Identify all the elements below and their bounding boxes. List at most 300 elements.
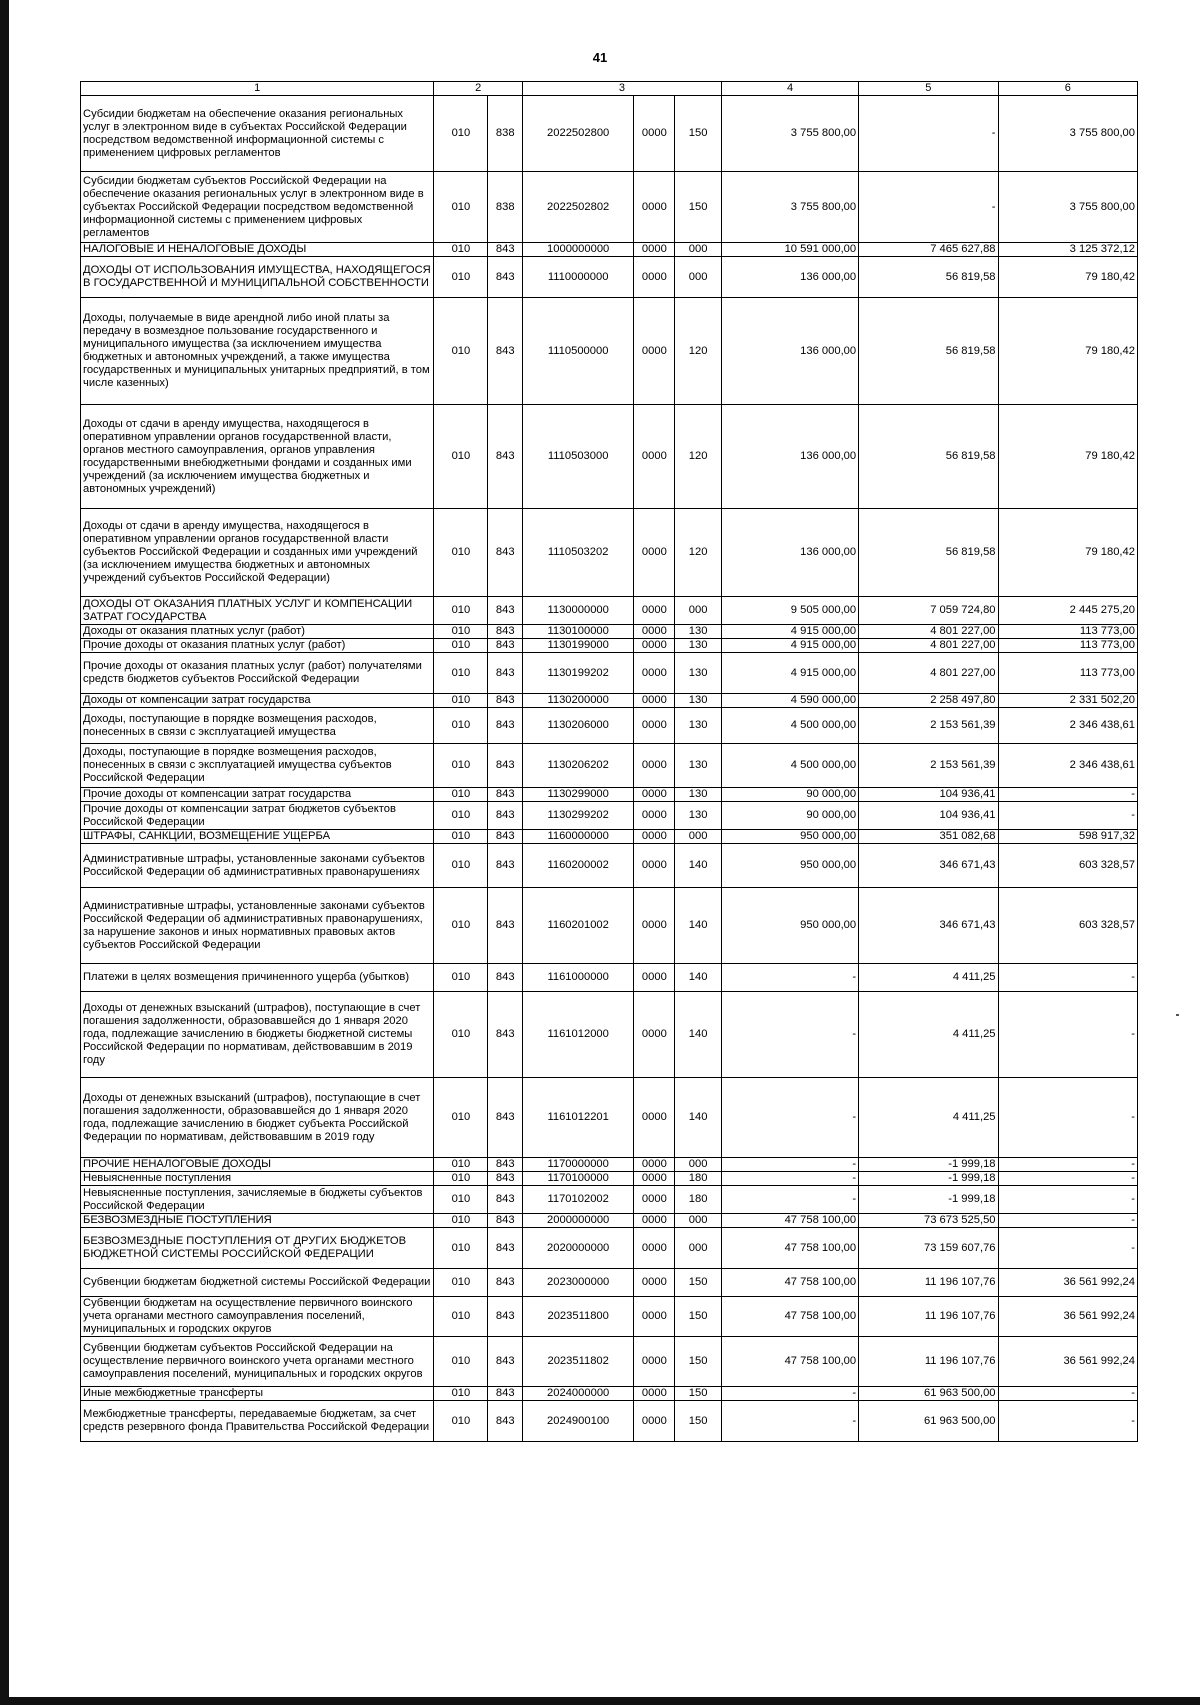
row-remaining: 3 125 372,12 [998, 243, 1137, 257]
row-plan: 136 000,00 [721, 257, 858, 298]
row-col-a: 010 [434, 802, 488, 830]
row-type-code: 180 [675, 1172, 721, 1186]
page-number: 41 [592, 50, 608, 65]
row-type-code: 000 [675, 597, 721, 625]
table-row [81, 639, 1138, 653]
row-remaining: - [998, 1214, 1137, 1228]
table-row [81, 405, 1138, 509]
row-col-b: 843 [488, 964, 523, 992]
row-subcode: 0000 [634, 788, 675, 802]
table-row [81, 992, 1138, 1078]
row-fact: 4 801 227,00 [859, 653, 998, 694]
row-remaining: 3 755 800,00 [998, 172, 1137, 243]
row-subcode: 0000 [634, 964, 675, 992]
row-type-code: 150 [675, 1297, 721, 1337]
scan-edge-bottom [0, 1697, 1200, 1705]
row-col-a: 010 [434, 172, 488, 243]
row-fact: 11 196 107,76 [859, 1269, 998, 1297]
row-code: 1110503202 [523, 509, 634, 597]
row-subcode: 0000 [634, 1158, 675, 1172]
row-name: Доходы, поступающие в порядке возмещения расходов, понесенных в связи с эксплуатацией имущества [81, 708, 434, 744]
row-fact: 4 411,25 [859, 964, 998, 992]
row-plan: 47 758 100,00 [721, 1269, 858, 1297]
row-code: 1110503000 [523, 405, 634, 509]
row-type-code: 130 [675, 708, 721, 744]
row-plan: 4 500 000,00 [721, 708, 858, 744]
header-cell-2: 2 [434, 82, 523, 96]
row-col-a: 010 [434, 509, 488, 597]
row-col-a: 010 [434, 597, 488, 625]
row-code: 1160201002 [523, 888, 634, 964]
row-col-b: 843 [488, 653, 523, 694]
table-row [81, 1228, 1138, 1269]
row-fact: 4 801 227,00 [859, 639, 998, 653]
row-name: Доходы от денежных взысканий (штрафов), поступающие в счет погашения задолженности, образовавшейся до 1 января 2020 года, подлежащие зачислению в бюджеты бюджетной системы Российской Федерации по нормативам, действовавшим в 2019 году [81, 992, 434, 1078]
table-row [81, 1186, 1138, 1214]
row-col-a: 010 [434, 1186, 488, 1214]
row-subcode: 0000 [634, 830, 675, 844]
row-remaining: 603 328,57 [998, 888, 1137, 964]
row-plan: 47 758 100,00 [721, 1214, 858, 1228]
table-row [81, 1387, 1138, 1401]
row-plan: 136 000,00 [721, 405, 858, 509]
row-fact: 4 801 227,00 [859, 625, 998, 639]
scan-speck [1176, 1014, 1179, 1016]
row-remaining: - [998, 788, 1137, 802]
table-row [81, 888, 1138, 964]
scan-edge-left [0, 0, 9, 1705]
row-subcode: 0000 [634, 708, 675, 744]
row-subcode: 0000 [634, 243, 675, 257]
row-fact: 7 059 724,80 [859, 597, 998, 625]
row-remaining: 603 328,57 [998, 844, 1137, 888]
row-name: Прочие доходы от оказания платных услуг (работ) получателями средств бюджетов субъектов Российской Федерации [81, 653, 434, 694]
row-remaining: 36 561 992,24 [998, 1337, 1137, 1387]
row-col-b: 843 [488, 1186, 523, 1214]
row-remaining: - [998, 1228, 1137, 1269]
row-fact: 104 936,41 [859, 788, 998, 802]
table-row [81, 964, 1138, 992]
row-plan: 950 000,00 [721, 844, 858, 888]
row-subcode: 0000 [634, 96, 675, 172]
row-code: 1130000000 [523, 597, 634, 625]
row-name: Прочие доходы от оказания платных услуг (работ) [81, 639, 434, 653]
row-col-a: 010 [434, 830, 488, 844]
row-col-b: 838 [488, 172, 523, 243]
row-plan: 950 000,00 [721, 888, 858, 964]
row-subcode: 0000 [634, 1269, 675, 1297]
row-type-code: 140 [675, 1078, 721, 1158]
row-remaining: 79 180,42 [998, 509, 1137, 597]
row-col-b: 843 [488, 639, 523, 653]
row-fact: -1 999,18 [859, 1158, 998, 1172]
row-col-b: 843 [488, 708, 523, 744]
row-code: 1130199000 [523, 639, 634, 653]
row-remaining: 36 561 992,24 [998, 1269, 1137, 1297]
row-name: Межбюджетные трансферты, передаваемые бюджетам, за счет средств резервного фонда Правительства Российской Федерации [81, 1401, 434, 1442]
table-row [81, 744, 1138, 788]
row-name: Административные штрафы, установленные законами субъектов Российской Федерации об административных правонарушениях, за нарушение законов и иных нормативных правовых актов субъектов Российской Федерации [81, 888, 434, 964]
table-row [81, 1214, 1138, 1228]
table-row [81, 1269, 1138, 1297]
row-col-b: 843 [488, 694, 523, 708]
row-name: Административные штрафы, установленные законами субъектов Российской Федерации об административных правонарушениях [81, 844, 434, 888]
row-code: 2020000000 [523, 1228, 634, 1269]
row-type-code: 140 [675, 844, 721, 888]
row-name: ПРОЧИЕ НЕНАЛОГОВЫЕ ДОХОДЫ [81, 1158, 434, 1172]
table-row [81, 597, 1138, 625]
row-col-a: 010 [434, 1214, 488, 1228]
row-fact: 7 465 627,88 [859, 243, 998, 257]
row-name: ШТРАФЫ, САНКЦИИ, ВОЗМЕЩЕНИЕ УЩЕРБА [81, 830, 434, 844]
row-type-code: 000 [675, 243, 721, 257]
row-col-a: 010 [434, 788, 488, 802]
row-subcode: 0000 [634, 1297, 675, 1337]
row-code: 1130299202 [523, 802, 634, 830]
row-remaining: 3 755 800,00 [998, 96, 1137, 172]
row-remaining: - [998, 1401, 1137, 1442]
table-row [81, 243, 1138, 257]
row-code: 1130299000 [523, 788, 634, 802]
row-col-a: 010 [434, 1078, 488, 1158]
row-plan: 136 000,00 [721, 509, 858, 597]
row-remaining: 2 346 438,61 [998, 744, 1137, 788]
row-plan: - [721, 1387, 858, 1401]
row-col-a: 010 [434, 844, 488, 888]
row-fact: 2 153 561,39 [859, 744, 998, 788]
row-code: 1170000000 [523, 1158, 634, 1172]
row-name: Прочие доходы от компенсации затрат бюджетов субъектов Российской Федерации [81, 802, 434, 830]
row-code: 2000000000 [523, 1214, 634, 1228]
row-code: 1110000000 [523, 257, 634, 298]
table-row [81, 509, 1138, 597]
row-subcode: 0000 [634, 1186, 675, 1214]
row-type-code: 130 [675, 653, 721, 694]
revenue-table [80, 81, 1138, 1442]
row-type-code: 150 [675, 1387, 721, 1401]
row-fact: 73 159 607,76 [859, 1228, 998, 1269]
row-col-b: 843 [488, 844, 523, 888]
row-code: 1170102002 [523, 1186, 634, 1214]
table-row [81, 298, 1138, 405]
row-col-a: 010 [434, 694, 488, 708]
row-subcode: 0000 [634, 298, 675, 405]
row-type-code: 130 [675, 802, 721, 830]
row-name: Доходы от сдачи в аренду имущества, находящегося в оперативном управлении органов государственной власти, органов местного самоуправления, органов управления государственными внебюджетными фондами и созданных ими учреждений (за исключением имущества бюджетных и автономных учреждений) [81, 405, 434, 509]
row-code: 2023511800 [523, 1297, 634, 1337]
row-col-a: 010 [434, 243, 488, 257]
row-plan: 3 755 800,00 [721, 172, 858, 243]
row-code: 1130100000 [523, 625, 634, 639]
row-plan: 9 505 000,00 [721, 597, 858, 625]
row-name: Субвенции бюджетам бюджетной системы Российской Федерации [81, 1269, 434, 1297]
row-plan: 47 758 100,00 [721, 1297, 858, 1337]
row-name: Прочие доходы от компенсации затрат государства [81, 788, 434, 802]
row-type-code: 130 [675, 625, 721, 639]
row-col-a: 010 [434, 1337, 488, 1387]
row-name: ДОХОДЫ ОТ ОКАЗАНИЯ ПЛАТНЫХ УСЛУГ И КОМПЕНСАЦИИ ЗАТРАТ ГОСУДАРСТВА [81, 597, 434, 625]
row-fact: 61 963 500,00 [859, 1401, 998, 1442]
row-col-a: 010 [434, 1297, 488, 1337]
table-row [81, 708, 1138, 744]
table-row [81, 96, 1138, 172]
row-col-a: 010 [434, 96, 488, 172]
row-col-b: 843 [488, 1297, 523, 1337]
row-fact: -1 999,18 [859, 1186, 998, 1214]
row-name: Невыясненные поступления, зачисляемые в бюджеты субъектов Российской Федерации [81, 1186, 434, 1214]
row-col-b: 843 [488, 1078, 523, 1158]
row-subcode: 0000 [634, 405, 675, 509]
row-name: Доходы, получаемые в виде арендной либо иной платы за передачу в возмездное пользование государственного и муниципального имущества (за исключением имущества бюджетных и автономных учреждений, а также имущества государственных и муниципальных унитарных предприятий, в том числе казенных) [81, 298, 434, 405]
row-fact: - [859, 96, 998, 172]
row-col-b: 843 [488, 744, 523, 788]
row-subcode: 0000 [634, 844, 675, 888]
row-code: 2022502800 [523, 96, 634, 172]
row-col-b: 843 [488, 298, 523, 405]
row-type-code: 140 [675, 888, 721, 964]
row-fact: 11 196 107,76 [859, 1337, 998, 1387]
row-type-code: 000 [675, 1214, 721, 1228]
row-col-a: 010 [434, 708, 488, 744]
row-name: БЕЗВОЗМЕЗДНЫЕ ПОСТУПЛЕНИЯ ОТ ДРУГИХ БЮДЖЕТОВ БЮДЖЕТНОЙ СИСТЕМЫ РОССИЙСКОЙ ФЕДЕРАЦИИ [81, 1228, 434, 1269]
row-fact: 56 819,58 [859, 405, 998, 509]
row-code: 1160000000 [523, 830, 634, 844]
row-subcode: 0000 [634, 1401, 675, 1442]
row-col-a: 010 [434, 1387, 488, 1401]
table-row [81, 172, 1138, 243]
row-col-b: 843 [488, 888, 523, 964]
row-col-b: 843 [488, 1387, 523, 1401]
row-subcode: 0000 [634, 992, 675, 1078]
row-subcode: 0000 [634, 625, 675, 639]
row-col-b: 843 [488, 1269, 523, 1297]
row-subcode: 0000 [634, 1337, 675, 1387]
row-col-b: 843 [488, 509, 523, 597]
row-col-b: 843 [488, 992, 523, 1078]
row-subcode: 0000 [634, 1228, 675, 1269]
table-row [81, 1172, 1138, 1186]
row-name: Доходы от денежных взысканий (штрафов), поступающие в счет погашения задолженности, образовавшейся до 1 января 2020 года, подлежащие зачислению в бюджет субъекта Российской Федерации по нормативам, действовавшим в 2019 году [81, 1078, 434, 1158]
row-plan: - [721, 1078, 858, 1158]
row-fact: -1 999,18 [859, 1172, 998, 1186]
row-code: 1170100000 [523, 1172, 634, 1186]
row-type-code: 130 [675, 694, 721, 708]
row-col-b: 843 [488, 1158, 523, 1172]
row-col-a: 010 [434, 405, 488, 509]
table-row [81, 802, 1138, 830]
row-name: Субсидии бюджетам субъектов Российской Федерации на обеспечение оказания региональных услуг в электронном виде в субъектах Российской Федерации посредством ведомственной информационной системы с применением цифровых регламентов [81, 172, 434, 243]
row-col-a: 010 [434, 744, 488, 788]
row-plan: 47 758 100,00 [721, 1228, 858, 1269]
row-col-b: 843 [488, 802, 523, 830]
row-type-code: 150 [675, 1401, 721, 1442]
row-fact: 351 082,68 [859, 830, 998, 844]
table-row [81, 1297, 1138, 1337]
row-col-a: 010 [434, 653, 488, 694]
row-code: 1130206202 [523, 744, 634, 788]
row-col-b: 843 [488, 788, 523, 802]
row-remaining: 79 180,42 [998, 257, 1137, 298]
row-remaining: 2 346 438,61 [998, 708, 1137, 744]
row-fact: 346 671,43 [859, 888, 998, 964]
row-subcode: 0000 [634, 888, 675, 964]
row-col-a: 010 [434, 992, 488, 1078]
row-fact: 4 411,25 [859, 992, 998, 1078]
row-col-b: 843 [488, 830, 523, 844]
row-subcode: 0000 [634, 802, 675, 830]
row-code: 1130200000 [523, 694, 634, 708]
row-subcode: 0000 [634, 744, 675, 788]
row-col-a: 010 [434, 1269, 488, 1297]
row-code: 1130199202 [523, 653, 634, 694]
row-col-b: 843 [488, 257, 523, 298]
row-plan: 4 590 000,00 [721, 694, 858, 708]
table-row [81, 257, 1138, 298]
row-plan: - [721, 1158, 858, 1172]
row-col-a: 010 [434, 1158, 488, 1172]
row-name: Невыясненные поступления [81, 1172, 434, 1186]
row-code: 1110500000 [523, 298, 634, 405]
row-remaining: - [998, 1387, 1137, 1401]
row-fact: 73 673 525,50 [859, 1214, 998, 1228]
row-fact: 4 411,25 [859, 1078, 998, 1158]
row-remaining: - [998, 1158, 1137, 1172]
row-plan: 3 755 800,00 [721, 96, 858, 172]
row-fact: 2 153 561,39 [859, 708, 998, 744]
row-type-code: 140 [675, 992, 721, 1078]
row-fact: 61 963 500,00 [859, 1387, 998, 1401]
row-type-code: 120 [675, 298, 721, 405]
table-row [81, 1078, 1138, 1158]
row-plan: 90 000,00 [721, 788, 858, 802]
row-col-b: 843 [488, 1337, 523, 1387]
header-cell-6: 6 [998, 82, 1137, 96]
row-code: 1160200002 [523, 844, 634, 888]
row-fact: 56 819,58 [859, 298, 998, 405]
row-subcode: 0000 [634, 1214, 675, 1228]
row-subcode: 0000 [634, 597, 675, 625]
row-name: Субсидии бюджетам на обеспечение оказания региональных услуг в электронном виде в субъектах Российской Федерации посредством ведомственной информационной системы с применением цифровых регламентов [81, 96, 434, 172]
row-col-a: 010 [434, 1401, 488, 1442]
row-subcode: 0000 [634, 509, 675, 597]
header-cell-1: 1 [81, 82, 434, 96]
row-col-a: 010 [434, 1172, 488, 1186]
row-plan: - [721, 992, 858, 1078]
table-row [81, 694, 1138, 708]
row-code: 1000000000 [523, 243, 634, 257]
row-name: Иные межбюджетные трансферты [81, 1387, 434, 1401]
row-fact: 11 196 107,76 [859, 1297, 998, 1337]
row-fact: 346 671,43 [859, 844, 998, 888]
row-name: Платежи в целях возмещения причиненного ущерба (убытков) [81, 964, 434, 992]
row-remaining: 2 331 502,20 [998, 694, 1137, 708]
row-subcode: 0000 [634, 172, 675, 243]
row-col-b: 843 [488, 1172, 523, 1186]
header-cell-5: 5 [859, 82, 998, 96]
header-cell-3: 3 [523, 82, 722, 96]
row-subcode: 0000 [634, 694, 675, 708]
row-type-code: 150 [675, 1269, 721, 1297]
row-type-code: 150 [675, 172, 721, 243]
row-subcode: 0000 [634, 1172, 675, 1186]
row-plan: 90 000,00 [721, 802, 858, 830]
row-code: 2024900100 [523, 1401, 634, 1442]
row-fact: 56 819,58 [859, 257, 998, 298]
row-type-code: 120 [675, 509, 721, 597]
row-code: 2022502802 [523, 172, 634, 243]
row-type-code: 130 [675, 788, 721, 802]
row-col-b: 843 [488, 243, 523, 257]
row-col-a: 010 [434, 298, 488, 405]
table-row [81, 844, 1138, 888]
row-name: Доходы от компенсации затрат государства [81, 694, 434, 708]
row-remaining: - [998, 802, 1137, 830]
row-col-b: 843 [488, 597, 523, 625]
row-remaining: 79 180,42 [998, 298, 1137, 405]
row-name: ДОХОДЫ ОТ ИСПОЛЬЗОВАНИЯ ИМУЩЕСТВА, НАХОДЯЩЕГОСЯ В ГОСУДАРСТВЕННОЙ И МУНИЦИПАЛЬНОЙ СОБСТВЕННОСТИ [81, 257, 434, 298]
row-plan: - [721, 1401, 858, 1442]
row-remaining: 79 180,42 [998, 405, 1137, 509]
row-col-a: 010 [434, 257, 488, 298]
row-fact: - [859, 172, 998, 243]
row-remaining: - [998, 992, 1137, 1078]
row-type-code: 150 [675, 1337, 721, 1387]
row-name: Доходы, поступающие в порядке возмещения расходов, понесенных в связи с эксплуатацией имущества субъектов Российской Федерации [81, 744, 434, 788]
table-row [81, 788, 1138, 802]
row-col-b: 843 [488, 405, 523, 509]
table-row [81, 653, 1138, 694]
row-name: Субвенции бюджетам на осуществление первичного воинского учета органами местного самоуправления поселений, муниципальных и городских округов [81, 1297, 434, 1337]
row-plan: 4 915 000,00 [721, 625, 858, 639]
row-col-b: 843 [488, 1228, 523, 1269]
row-type-code: 150 [675, 96, 721, 172]
row-remaining: 2 445 275,20 [998, 597, 1137, 625]
row-code: 1161012201 [523, 1078, 634, 1158]
row-name: НАЛОГОВЫЕ И НЕНАЛОГОВЫЕ ДОХОДЫ [81, 243, 434, 257]
row-name: Доходы от сдачи в аренду имущества, находящегося в оперативном управлении органов государственной власти субъектов Российской Федерации и созданных ими учреждений (за исключением имущества бюджетных и автономных учреждений субъектов Российской Федерации) [81, 509, 434, 597]
row-type-code: 000 [675, 257, 721, 298]
row-plan: - [721, 964, 858, 992]
row-col-b: 843 [488, 625, 523, 639]
row-code: 2024000000 [523, 1387, 634, 1401]
row-remaining: 113 773,00 [998, 625, 1137, 639]
row-type-code: 120 [675, 405, 721, 509]
table-row [81, 1401, 1138, 1442]
row-code: 2023511802 [523, 1337, 634, 1387]
row-remaining: 36 561 992,24 [998, 1297, 1137, 1337]
table-row [81, 1337, 1138, 1387]
row-subcode: 0000 [634, 257, 675, 298]
row-col-b: 843 [488, 1401, 523, 1442]
table-row [81, 830, 1138, 844]
row-type-code: 130 [675, 744, 721, 788]
row-plan: - [721, 1172, 858, 1186]
row-code: 1161012000 [523, 992, 634, 1078]
row-remaining: - [998, 1186, 1137, 1214]
row-plan: 4 915 000,00 [721, 653, 858, 694]
row-subcode: 0000 [634, 639, 675, 653]
header-cell-4: 4 [721, 82, 858, 96]
row-type-code: 000 [675, 1158, 721, 1172]
row-remaining: - [998, 1172, 1137, 1186]
row-type-code: 000 [675, 1228, 721, 1269]
table-row [81, 625, 1138, 639]
row-remaining: 113 773,00 [998, 653, 1137, 694]
row-name: Субвенции бюджетам субъектов Российской Федерации на осуществление первичного воинского учета органами местного самоуправления поселений, муниципальных и городских округов [81, 1337, 434, 1387]
row-col-b: 838 [488, 96, 523, 172]
row-fact: 56 819,58 [859, 509, 998, 597]
row-plan: 136 000,00 [721, 298, 858, 405]
